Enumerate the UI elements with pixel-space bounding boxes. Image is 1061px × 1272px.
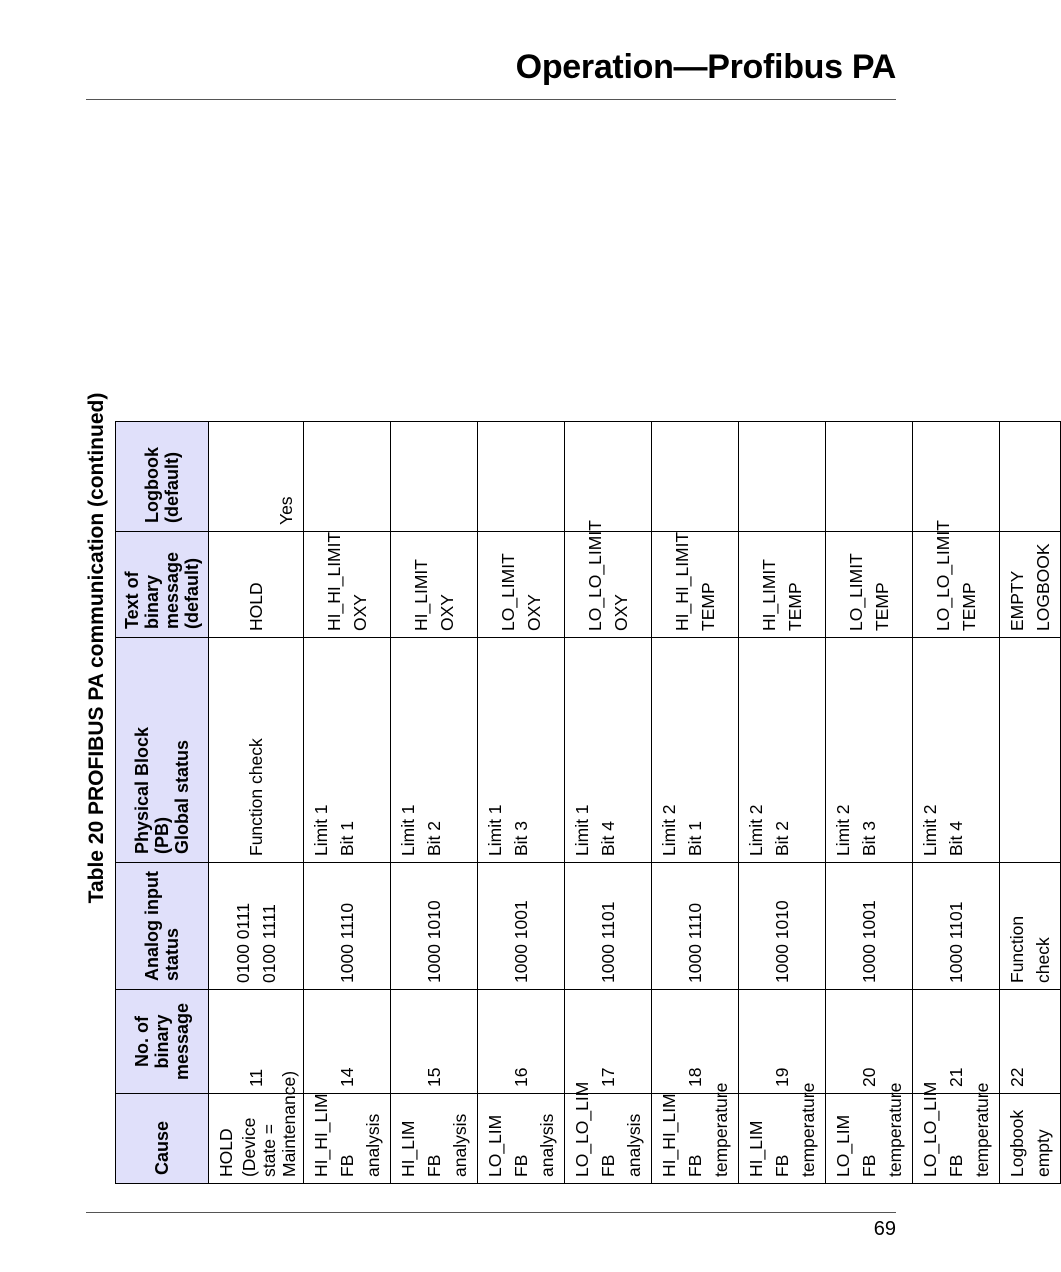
cell-logbook xyxy=(391,422,478,532)
cell-cause: LO_LIM FB analysis xyxy=(478,1094,565,1184)
cell-logbook: Yes xyxy=(209,422,304,532)
cell-text: HI_HI_LIMIT OXY xyxy=(304,532,391,638)
cell-pb-status: Limit 1 Bit 2 xyxy=(391,638,478,863)
cell-text: EMPTY LOGBOOK xyxy=(1000,532,1061,638)
table-row xyxy=(304,112,391,1184)
table-row xyxy=(739,112,826,1184)
table-row xyxy=(391,112,478,1184)
cell-text: HI_LIMIT OXY xyxy=(391,532,478,638)
table-caption: Table 20 PROFIBUS PA communication (continued) xyxy=(85,392,108,904)
cell-text: LO_LIMIT TEMP xyxy=(826,532,913,638)
cell-no: 11 xyxy=(209,990,304,1094)
cell-cause: Logbook empty xyxy=(1000,1094,1061,1184)
cell-analog-status: 1000 1101 xyxy=(565,863,652,990)
page-header: Operation—Profibus PA xyxy=(515,48,896,86)
cell-logbook xyxy=(1000,422,1061,532)
cell-no: 15 xyxy=(391,990,478,1094)
header-logbook: Logbook (default) xyxy=(116,422,209,532)
cell-cause: LO_LO_LIM FB temperature xyxy=(913,1094,1000,1184)
cell-no: 19 xyxy=(739,990,826,1094)
cell-logbook xyxy=(739,422,826,532)
cell-pb-status xyxy=(1000,638,1061,863)
table-row xyxy=(826,112,913,1184)
table-header-row xyxy=(116,112,209,1184)
table-row xyxy=(652,112,739,1184)
rotated-table-region xyxy=(80,112,1053,1184)
cell-cause: HI_LIM FB analysis xyxy=(391,1094,478,1184)
cell-logbook xyxy=(652,422,739,532)
table-row xyxy=(565,112,652,1184)
header-cause: Cause xyxy=(116,1094,209,1184)
cell-pb-status: Function check xyxy=(209,638,304,863)
cell-no: 17 xyxy=(565,990,652,1094)
table-row xyxy=(1000,112,1061,1184)
cell-logbook xyxy=(826,422,913,532)
cell-no: 22 xyxy=(1000,990,1061,1094)
cell-analog-status: 1000 1010 xyxy=(739,863,826,990)
cell-analog-status: 0100 0111 0100 1111 xyxy=(209,863,304,990)
cell-analog-status: 1000 1101 xyxy=(913,863,1000,990)
cell-pb-status: Limit 1 Bit 4 xyxy=(565,638,652,863)
cell-text: HI_LIMIT TEMP xyxy=(739,532,826,638)
header-physical-block: Physical Block (PB) Global status xyxy=(116,638,209,863)
cell-cause: HI_HI_LIM FB temperature xyxy=(652,1094,739,1184)
cell-analog-status: 1000 1110 xyxy=(304,863,391,990)
page-number: 69 xyxy=(873,1218,896,1240)
cell-pb-status: Limit 1 Bit 3 xyxy=(478,638,565,863)
cell-no: 21 xyxy=(913,990,1000,1094)
cell-no: 16 xyxy=(478,990,565,1094)
cell-logbook xyxy=(565,422,652,532)
cell-no: 18 xyxy=(652,990,739,1094)
cell-text: LO_LIMIT OXY xyxy=(478,532,565,638)
cell-pb-status: Limit 2 Bit 2 xyxy=(739,638,826,863)
cell-pb-status: Limit 2 Bit 3 xyxy=(826,638,913,863)
cell-text: LO_LO_LIMIT OXY xyxy=(565,532,652,638)
cell-logbook xyxy=(478,422,565,532)
cell-text: LO_LO_LIMIT TEMP xyxy=(913,532,1000,638)
cell-logbook xyxy=(913,422,1000,532)
cell-analog-status: 1000 1010 xyxy=(391,863,478,990)
profibus-table xyxy=(115,111,1061,1184)
cell-text: HOLD xyxy=(209,532,304,638)
table-row xyxy=(913,112,1000,1184)
header-rule xyxy=(86,99,896,100)
cell-pb-status: Limit 2 Bit 1 xyxy=(652,638,739,863)
cell-no: 20 xyxy=(826,990,913,1094)
footer-rule xyxy=(86,1212,896,1213)
cell-pb-status: Limit 2 Bit 4 xyxy=(913,638,1000,863)
cell-analog-status: 1000 1001 xyxy=(826,863,913,990)
cell-logbook xyxy=(304,422,391,532)
cell-cause: HI_HI_LIM FB analysis xyxy=(304,1094,391,1184)
cell-text: HI_HI_LIMIT TEMP xyxy=(652,532,739,638)
table-row xyxy=(209,112,304,1184)
cell-analog-status: 1000 1001 xyxy=(478,863,565,990)
cell-cause: HOLD (Device state = Maintenance) xyxy=(209,1094,304,1184)
cell-cause: HI_LIM FB temperature xyxy=(739,1094,826,1184)
cell-analog-status: Function check xyxy=(1000,863,1061,990)
header-no-of-binary-message: No. of binary message xyxy=(116,990,209,1094)
cell-cause: LO_LO_LIM FB analysis xyxy=(565,1094,652,1184)
cell-no: 14 xyxy=(304,990,391,1094)
cell-analog-status: 1000 1110 xyxy=(652,863,739,990)
cell-cause: LO_LIM FB temperature xyxy=(826,1094,913,1184)
table-row xyxy=(478,112,565,1184)
cell-pb-status: Limit 1 Bit 1 xyxy=(304,638,391,863)
header-analog-input-status: Analog input status xyxy=(116,863,209,990)
header-text-of-binary-message: Text of binary message (default) xyxy=(116,532,209,638)
